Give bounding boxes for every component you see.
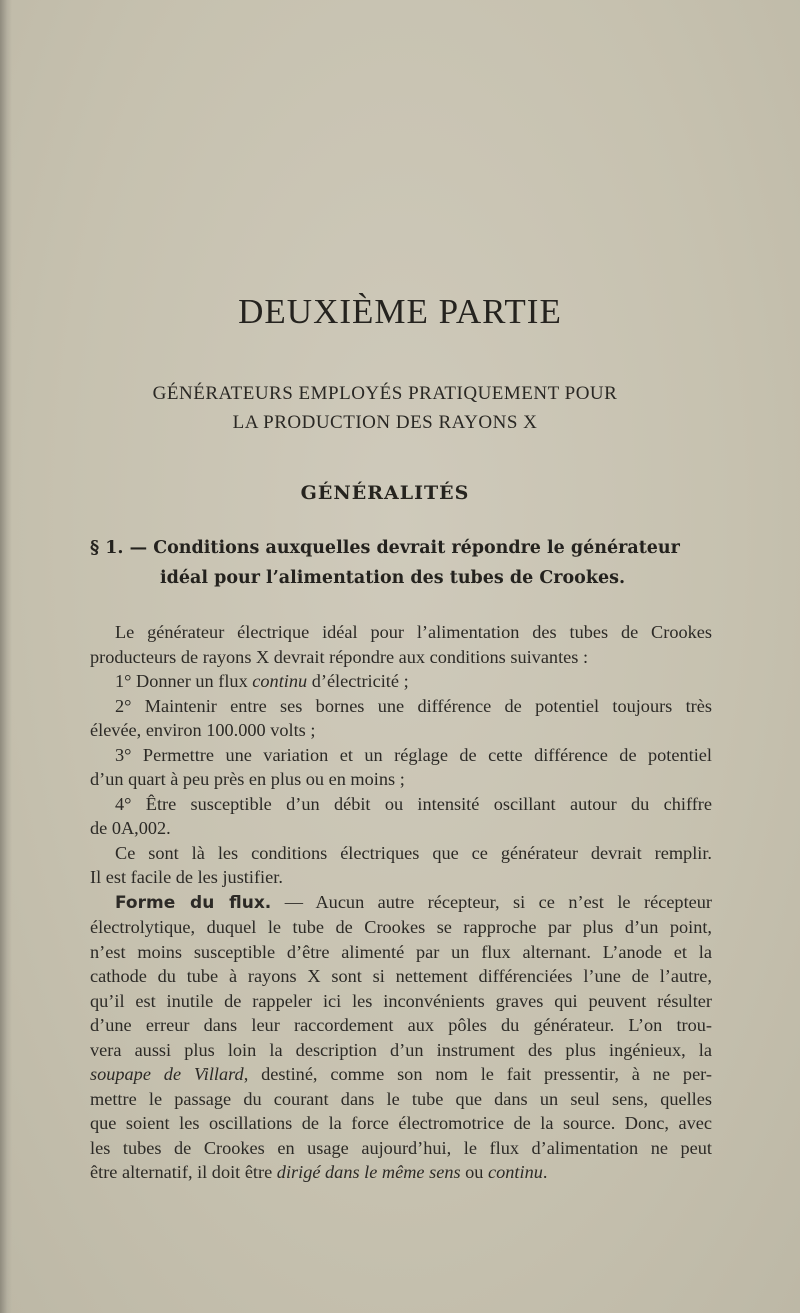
subtitle-line-2: LA PRODUCTION DES RAYONS X	[232, 412, 538, 433]
text-line: les tubes de Crookes en usage aujourd’hui, le flux d’alimentation ne peut	[90, 1137, 712, 1158]
text-line: élevée, environ 100.000 volts ;	[90, 720, 316, 740]
text-line: mettre le passage du courant dans le tube que dans un seul sens, quelles	[90, 1088, 712, 1109]
text-line: être alternatif, il doit être dirigé dans le même sens ou continu.	[90, 1162, 548, 1182]
section-title: GÉNÉRALITÉS	[300, 482, 470, 504]
text-line: Le générateur électrique idéal pour l’alimentation des tubes de Crookes	[115, 622, 712, 642]
text-line: producteurs de rayons X devrait répondre aux conditions suivantes :	[90, 646, 589, 667]
text-line: n’est moins susceptible d’être alimenté par un flux alternant. L’anode et la	[90, 941, 712, 962]
section-heading-line-2: idéal pour l’alimentation des tubes de Crookes.	[160, 568, 626, 588]
text-line: de 0A,002.	[90, 818, 171, 838]
text-line: d’une erreur dans leur raccordement aux pôles du générateur. L’on trou-	[90, 1015, 712, 1035]
paragraph-run-in-heading: Forme du flux.	[115, 892, 272, 913]
body-text	[90, 620, 712, 1185]
text-line: 1° Donner un flux continu d’électricité ;	[115, 671, 409, 691]
text-line: qu’il est inutile de rappeler ici les inconvénients graves qui peuvent résulter	[90, 990, 712, 1011]
text-line: Ce sont là les conditions électriques que ce générateur devrait remplir.	[115, 842, 712, 863]
subtitle-line-1: GÉNÉRATEURS EMPLOYÉS PRATIQUEMENT POUR	[152, 383, 618, 404]
section-heading-line-1: § 1. — Conditions auxquelles devrait répondre le générateur	[90, 538, 680, 558]
text-line: électrolytique, duquel le tube de Crookes se rapproche par plus d’un point,	[90, 917, 712, 937]
text-line: soupape de Villard, destiné, comme son nom le fait pressentir, à ne per-	[90, 1064, 712, 1084]
text-line: d’un quart à peu près en plus ou en moins ;	[90, 769, 405, 789]
page-spine-shadow	[0, 0, 12, 1313]
text-line: vera aussi plus loin la description d’un instrument des plus ingénieux, la	[90, 1039, 712, 1060]
text-line: Forme du flux. — Aucun autre récepteur, si ce n’est le récepteur	[115, 891, 712, 913]
text-line: Il est facile de les justifier.	[90, 867, 283, 887]
text-line: 2° Maintenir entre ses bornes une différence de potentiel toujours très	[115, 695, 712, 716]
text-line: cathode du tube à rayons X sont si nettement différenciées l’une de l’autre,	[90, 966, 712, 986]
text-line: 3° Permettre une variation et un réglage de cette différence de potentiel	[115, 744, 712, 765]
part-title: DEUXIÈME PARTIE	[238, 292, 562, 331]
text-line: que soient les oscillations de la force électromotrice de la source. Donc, avec	[90, 1113, 712, 1133]
text-line: 4° Être susceptible d’un débit ou intensité oscillant autour du chiffre	[115, 793, 712, 814]
